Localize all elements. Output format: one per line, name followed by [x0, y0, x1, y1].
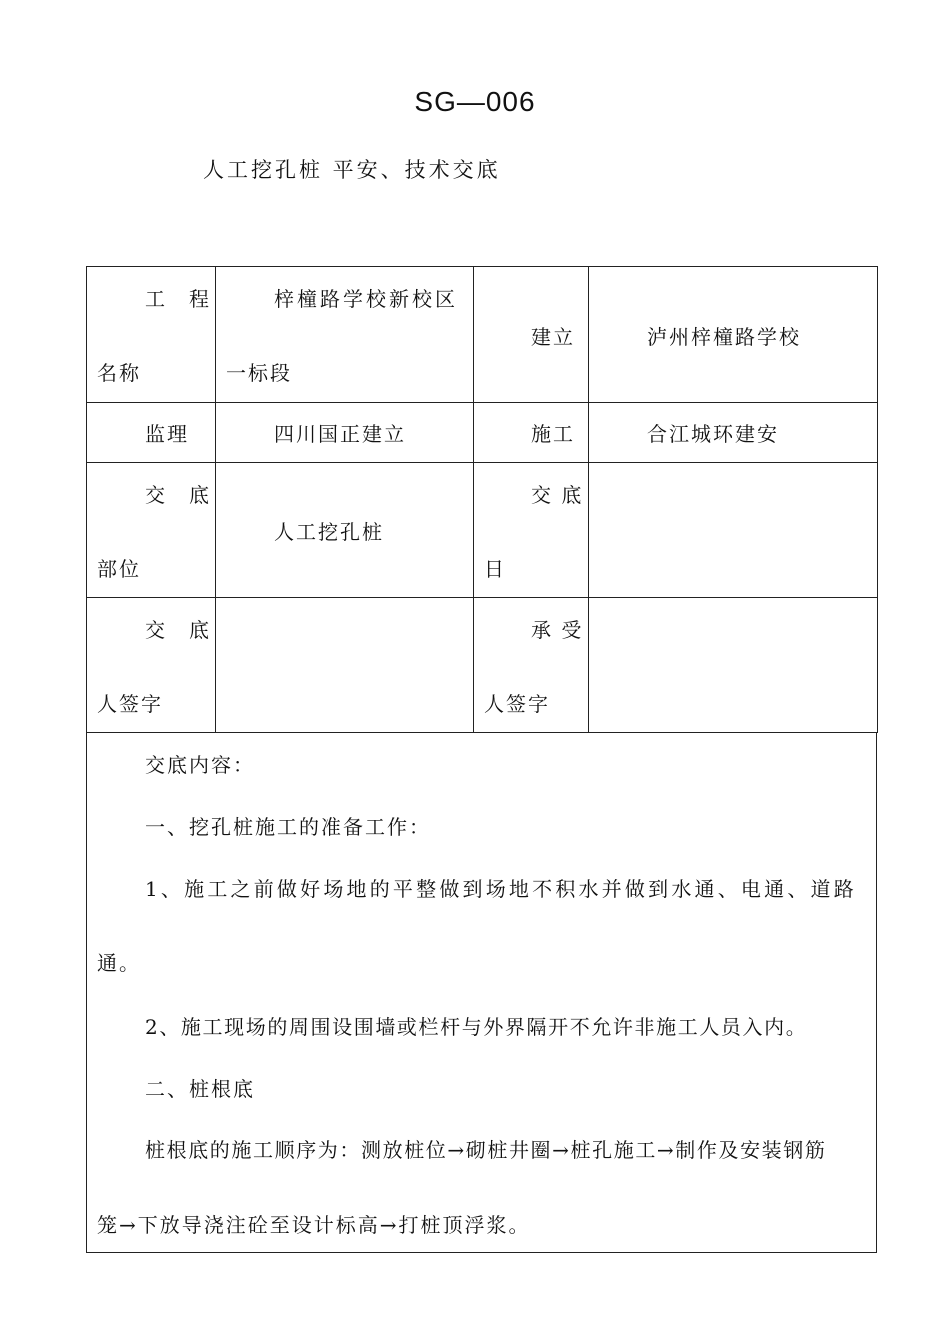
content-heading: 交底内容： [145, 753, 255, 777]
table-row [87, 267, 878, 403]
receiver-signature-label-line1: 承 受 [531, 618, 584, 642]
project-name-value-line2: 一标段 [226, 361, 292, 385]
briefing-date-value-cell [589, 463, 878, 598]
owner-label: 建立 [531, 325, 575, 349]
project-name-label-line1: 工 程 [145, 287, 211, 311]
project-name-value-line1: 梓橦路学校新校区 [274, 287, 458, 311]
table-row [87, 403, 878, 463]
sequence-line-2: 笼→下放导浇注砼至设计标高→打桩顶浮浆。 [97, 1213, 531, 1237]
info-table [86, 266, 878, 733]
briefing-part-label-cell [87, 463, 216, 598]
document-title: 人工挖孔桩 平安、技术交底 [203, 158, 501, 182]
project-name-value-cell [216, 267, 474, 403]
receiver-signature-value-cell [589, 598, 878, 733]
briefer-signature-label-line2: 人签字 [97, 692, 163, 716]
briefing-content [87, 733, 875, 1252]
briefing-date-label-cell [474, 463, 589, 598]
owner-value-cell [589, 267, 878, 403]
contractor-value-cell [589, 403, 878, 463]
receiver-signature-label-line2: 人签字 [484, 692, 550, 716]
contractor-label: 施工 [531, 422, 575, 446]
briefing-part-label-line1: 交 底 [145, 483, 211, 507]
briefing-date-label-line2: 日 [484, 557, 506, 581]
section-2-heading: 二、桩根底 [145, 1077, 255, 1101]
contractor-label-cell [474, 403, 589, 463]
briefing-part-value-cell [216, 463, 474, 598]
owner-label-cell [474, 267, 589, 403]
briefing-date-label-line1: 交 底 [531, 483, 584, 507]
receiver-signature-label-cell [474, 598, 589, 733]
supervisor-value: 四川国正建立 [274, 422, 406, 446]
section-1-heading: 一、挖孔桩施工的准备工作： [145, 815, 431, 839]
item-2: 2、施工现场的周围设围墙或栏杆与外界隔开不允许非施工人员入内。 [145, 1015, 808, 1039]
briefer-signature-value-cell [216, 598, 474, 733]
owner-value: 泸州梓橦路学校 [647, 325, 801, 349]
briefer-signature-label-cell [87, 598, 216, 733]
table-row [87, 598, 878, 733]
supervisor-label-cell [87, 403, 216, 463]
contractor-value: 合江城环建安 [647, 422, 779, 446]
briefing-part-value: 人工挖孔桩 [274, 520, 384, 544]
item-1-line-1: 1、施工之前做好场地的平整做到场地不积水并做到水通、电通、道路 [145, 877, 857, 901]
sequence-line-1: 桩根底的施工顺序为：测放桩位→砌桩井圈→桩孔施工→制作及安装钢筋 [145, 1138, 827, 1162]
item-1-line-2: 通。 [97, 951, 141, 975]
supervisor-label: 监理 [145, 422, 189, 446]
table-row [87, 463, 878, 598]
briefer-signature-label-line1: 交 底 [145, 618, 211, 642]
project-name-label-cell [87, 267, 216, 403]
project-name-label-line2: 名称 [97, 361, 141, 385]
briefing-part-label-line2: 部位 [97, 557, 141, 581]
document-code: SG—006 [414, 86, 536, 117]
supervisor-value-cell [216, 403, 474, 463]
